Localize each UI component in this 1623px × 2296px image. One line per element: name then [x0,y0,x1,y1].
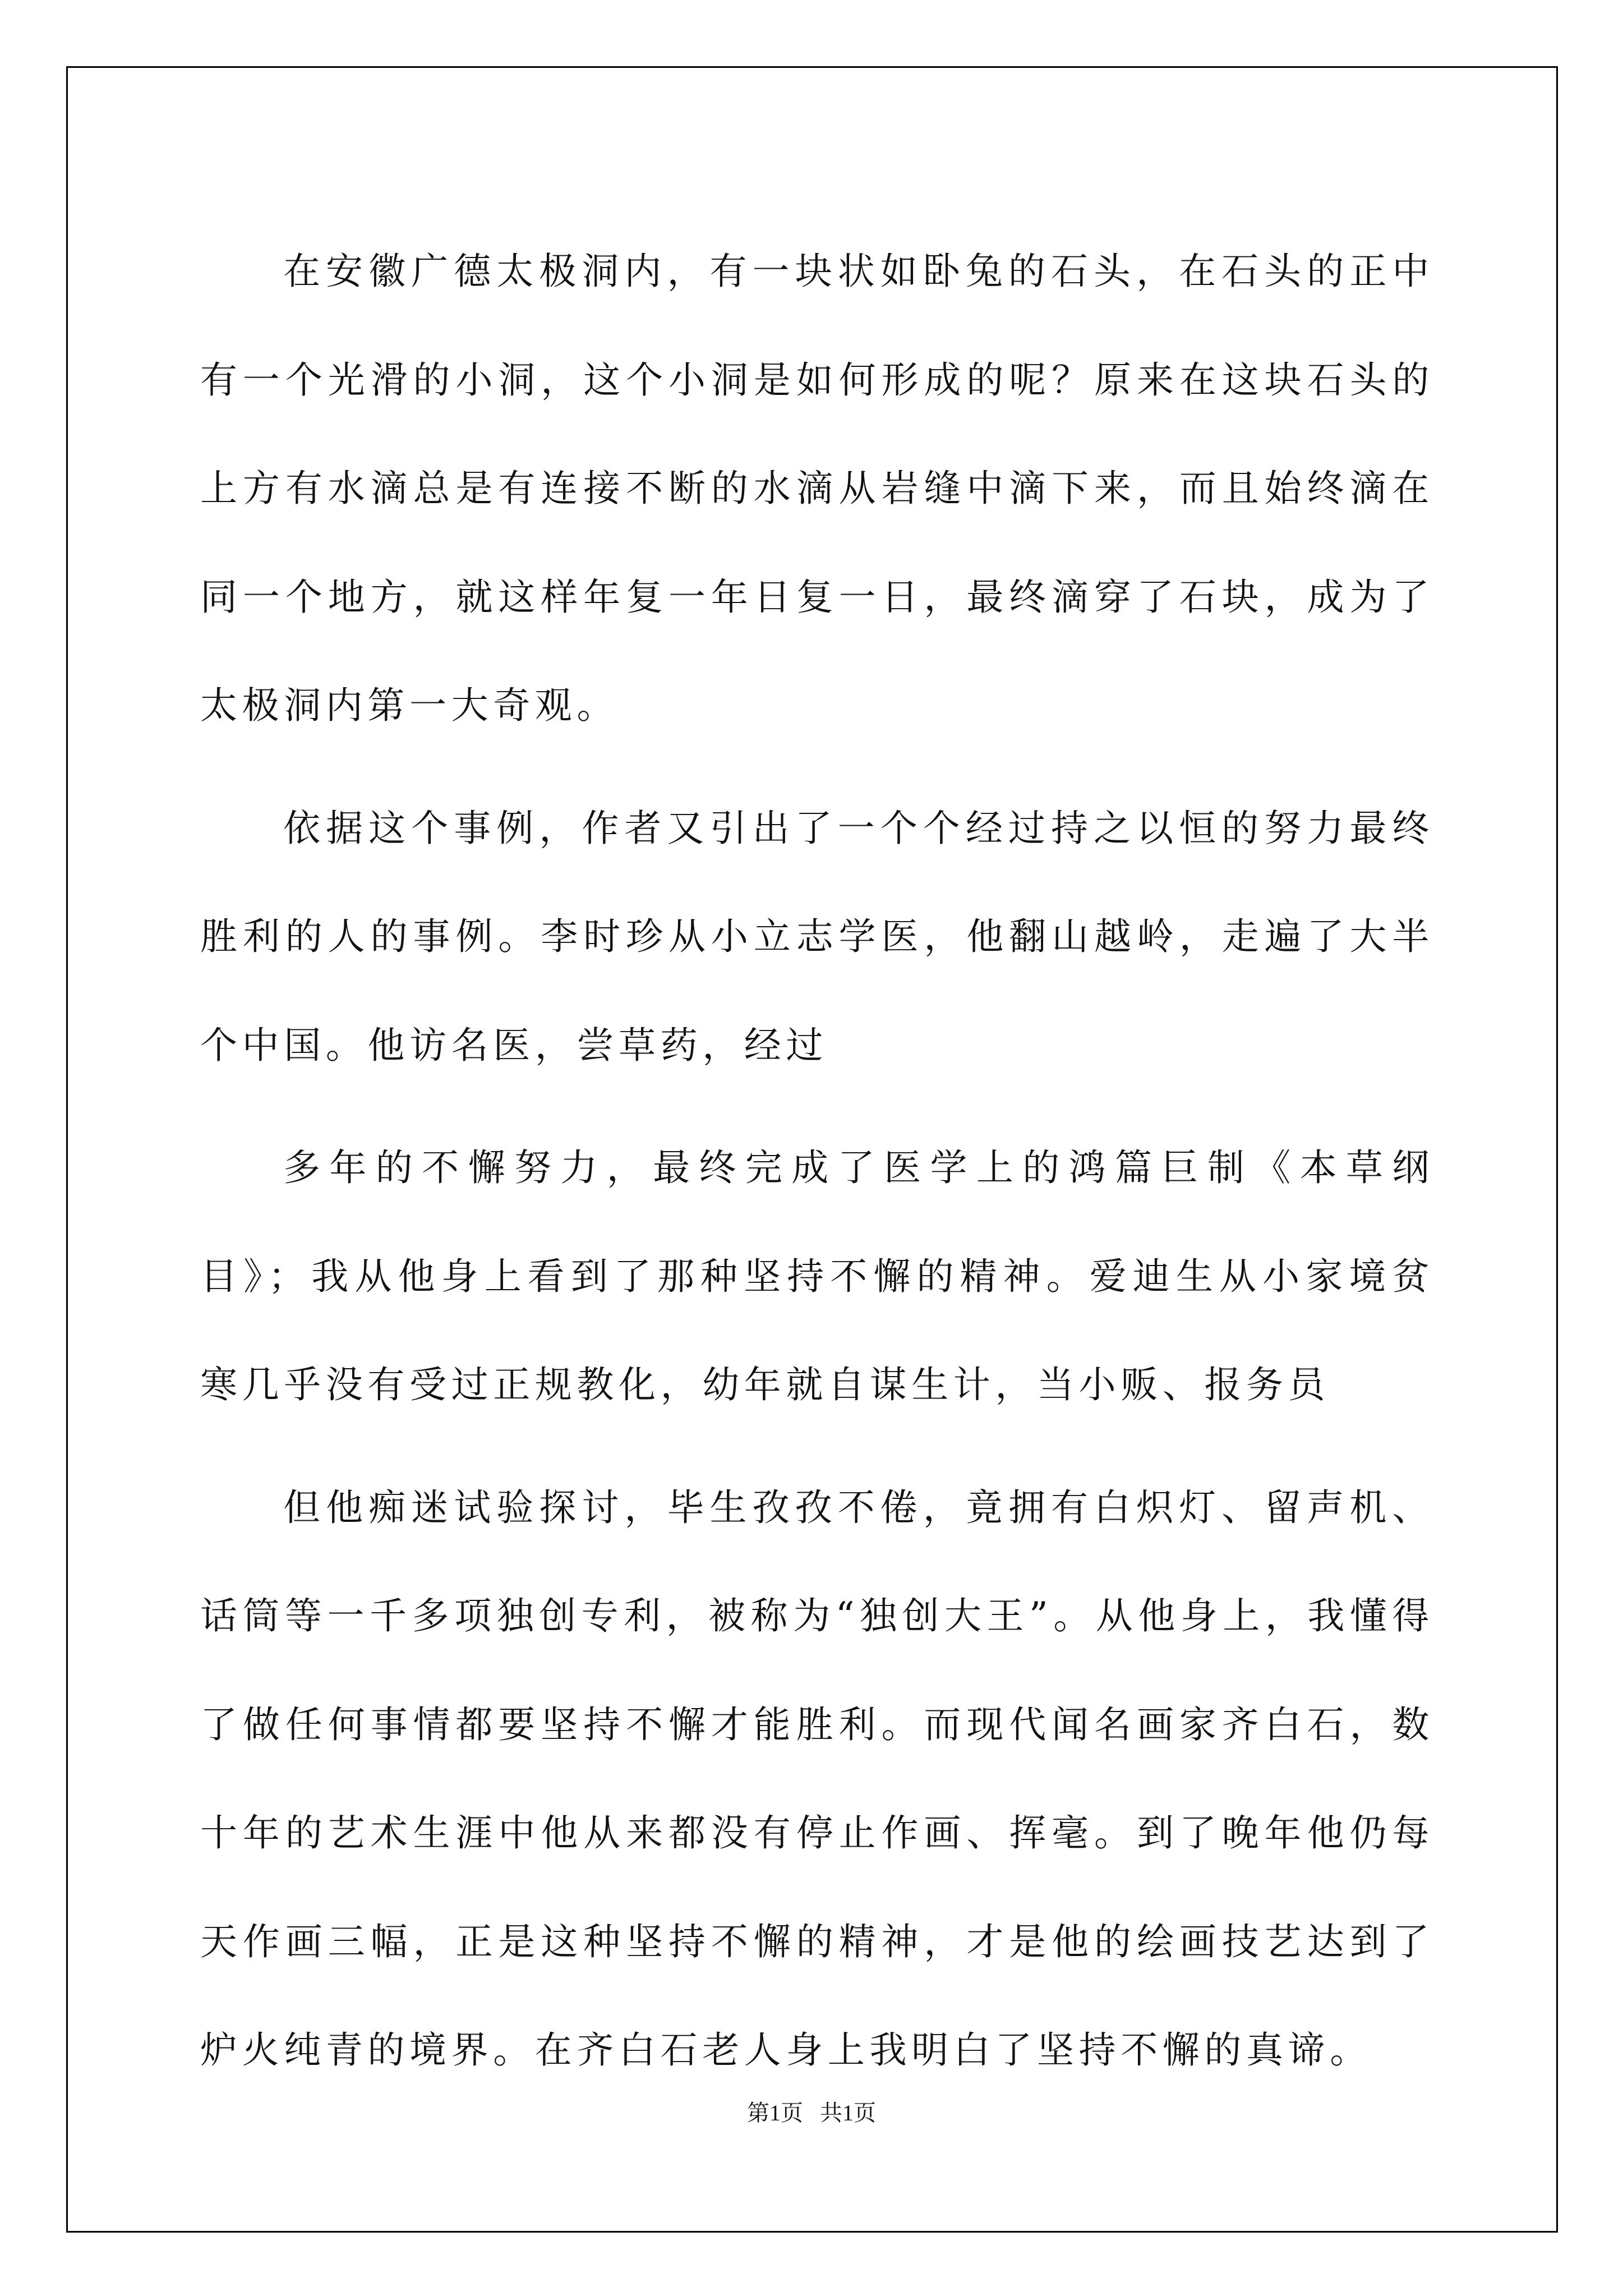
document-body [200,217,1434,2119]
paragraph-1: 在安徽广德太极洞内，有一块状如卧兔的石头，在石头的正中有一个光滑的小洞，这个小洞是如何形成的呢？原来在这块石头的上方有水滴总是有连接不断的水滴从岩缝中滴下来，而且始终滴在同一个地方，就这样年复一年日复一日，最终滴穿了石块，成为了太极洞内第一大奇观。 [200,250,1434,727]
paragraph-3: 多年的不懈努力，最终完成了医学上的鸿篇巨制《本草纲目》；我从他身上看到了那种坚持不懈的精神。爱迪生从小家境贫寒几乎没有受过正规教化，幼年就自谋生计，当小贩、报务员 [200,1146,1434,1406]
paragraph-4: 但他痴迷试验探讨，毕生孜孜不倦，竟拥有白炽灯、留声机、话筒等一千多项独创专利，被称为“独创大王”。从他身上，我懂得了做任何事情都要坚持不懈才能胜利。而现代闻名画家齐白石，数十年的艺术生涯中他从来都没有停止作画、挥毫。到了晚年他仍每天作画三幅，正是这种坚持不懈的精神，才是他的绘画技艺达到了炉火纯青的境界。在齐白石老人身上我明白了坚持不懈的真谛。 [200,1485,1434,2072]
paragraph-2: 依据这个事例，作者又引出了一个个经过持之以恒的努力最终胜利的人的事例。李时珍从小立志学医，他翻山越岭，走遍了大半个中国。他访名医，尝草药，经过 [200,806,1434,1067]
page-footer: 第1页 共1页 [747,2100,876,2125]
